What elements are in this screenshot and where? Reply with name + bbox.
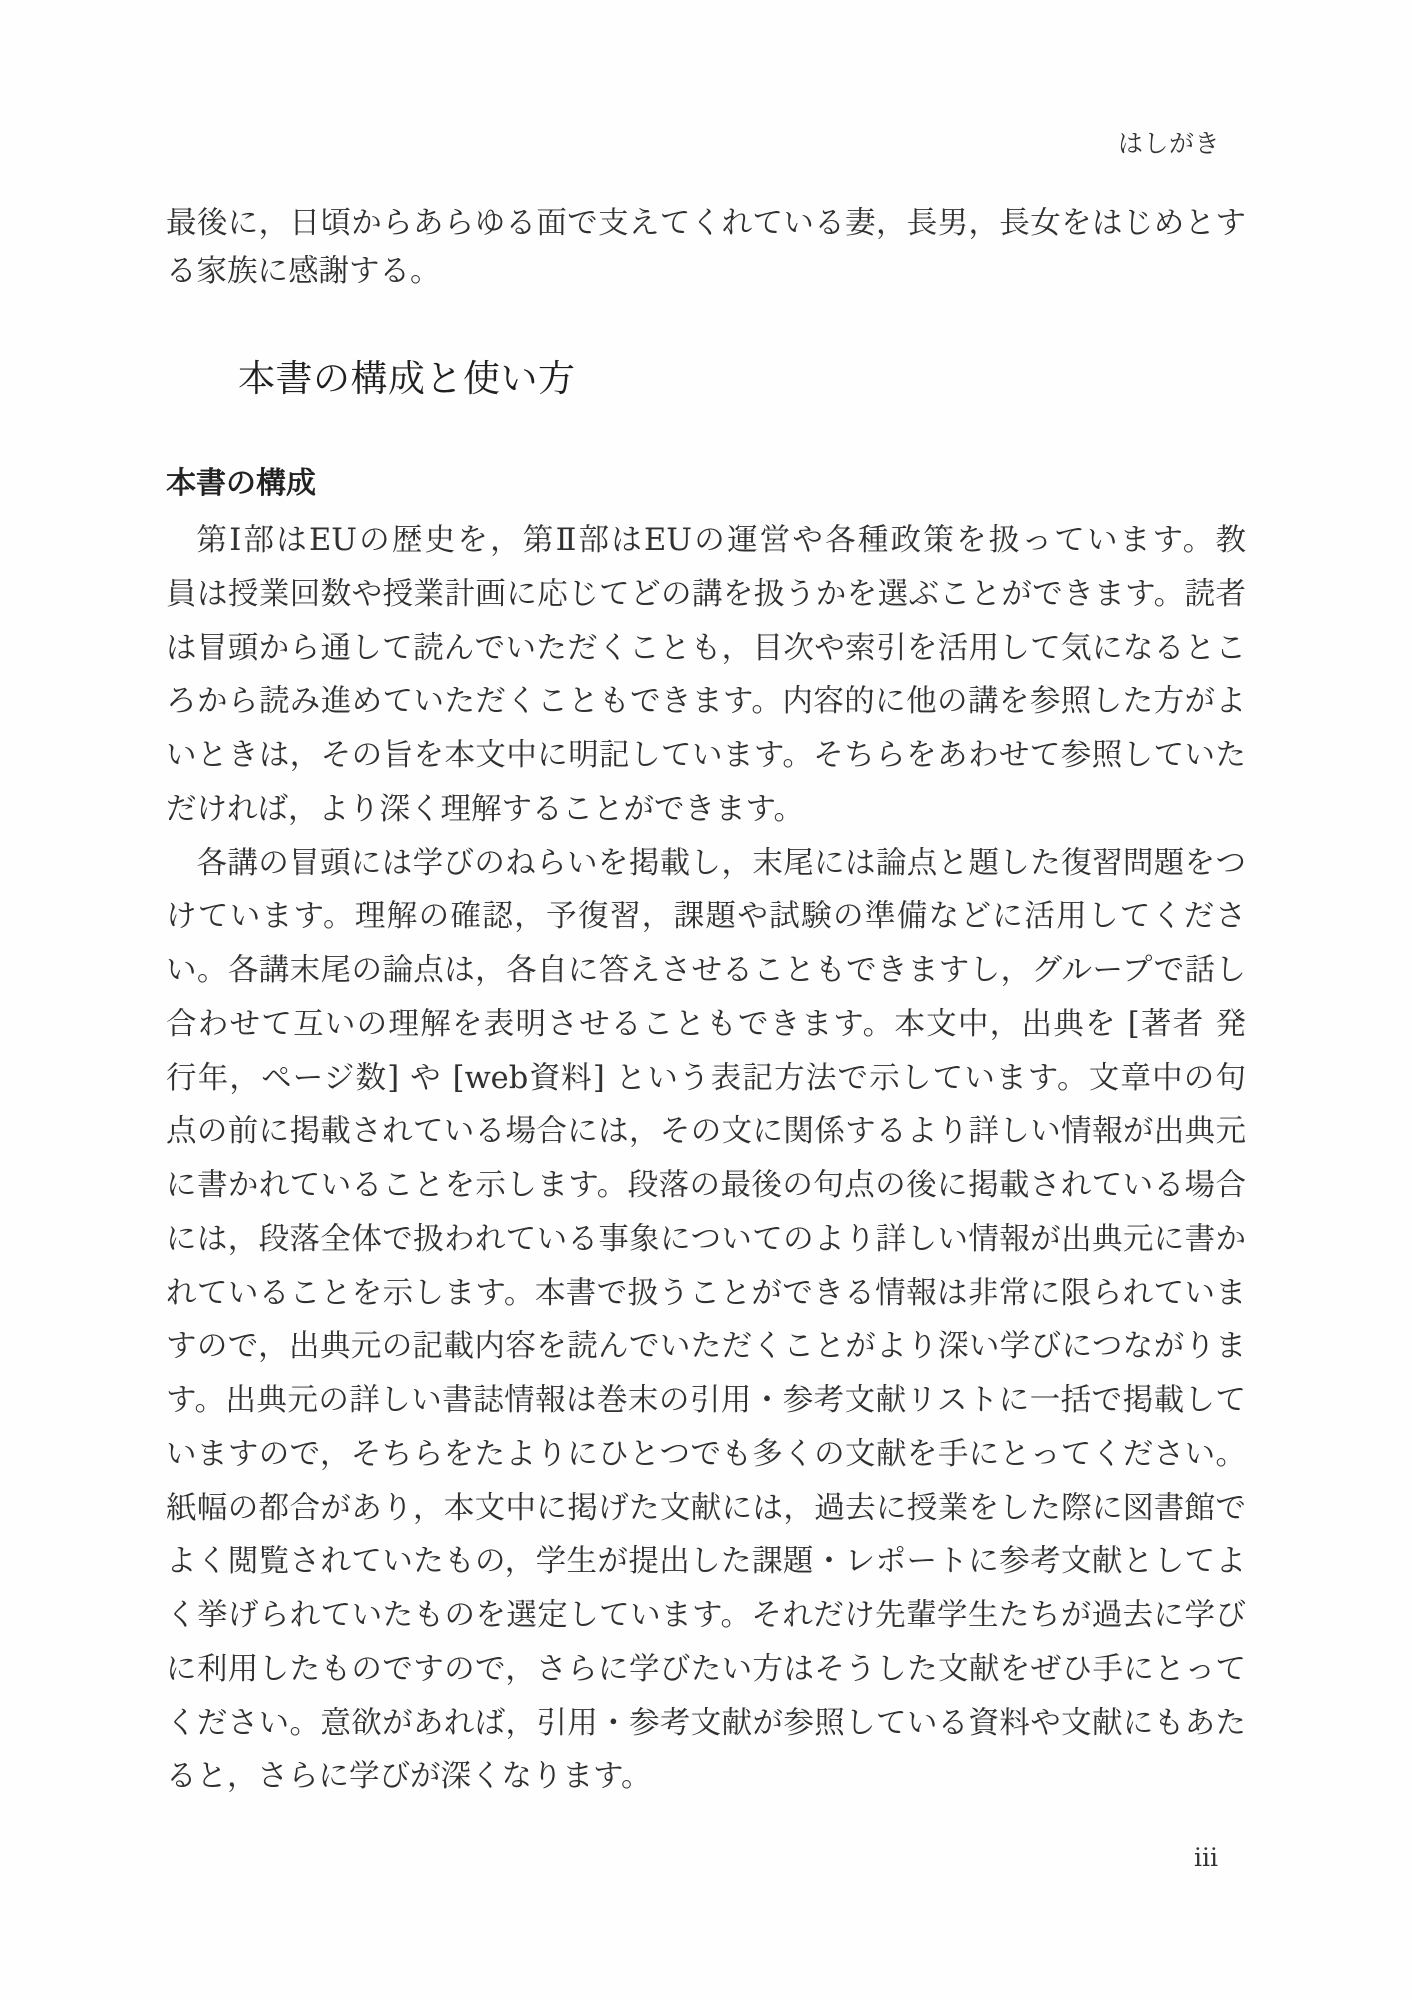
text-line: いますので，そちらをたよりにひとつでも多くの文献を手にとってください。 xyxy=(166,1436,1246,1472)
text-line: けています。理解の確認，予復習，課題や試験の準備などに活用してくださ xyxy=(166,899,1246,935)
text-line: には，段落全体で扱われている事象についてのより詳しい情報が出典元に書か xyxy=(166,1221,1246,1257)
text-line: れていることを示します。本書で扱うことができる情報は非常に限られていま xyxy=(166,1275,1246,1311)
text-line: く挙げられていたものを選定しています。それだけ先輩学生たちが過去に学び xyxy=(166,1598,1246,1633)
text-line: 最後に，日頃からあらゆる面で支えてくれている妻，長男，長女をはじめとす xyxy=(166,206,1246,241)
running-head: はしがき xyxy=(1117,129,1220,158)
text-line: 行年，ページ数] や [web資料] という表記方法で示しています。文章中の句 xyxy=(166,1060,1246,1096)
text-line: す。出典元の詳しい書誌情報は巻末の引用・参考文献リストに一括で掲載して xyxy=(166,1383,1246,1418)
text-line: に利用したものですので，さらに学びたい方はそうした文献をぜひ手にとって xyxy=(166,1651,1246,1687)
text-line: ると，さらに学びが深くなります。 xyxy=(166,1759,652,1795)
text-line: ろから読み進めていただくこともできます。内容的に他の講を参照した方がよ xyxy=(166,684,1246,720)
text-line: に書かれていることを示します。段落の最後の句点の後に掲載されている場合 xyxy=(166,1168,1246,1203)
text-line: る家族に感謝する。 xyxy=(166,254,441,289)
subsection-heading: 本書の構成 xyxy=(166,466,316,501)
page-number: iii xyxy=(1194,1843,1218,1872)
section-heading: 本書の構成と使い方 xyxy=(238,357,576,400)
text-line: 第Ⅰ部はEUの歴史を，第Ⅱ部はEUの運営や各種政策を扱っています。教 xyxy=(196,523,1246,558)
text-line: 点の前に掲載されている場合には，その文に関係するより詳しい情報が出典元 xyxy=(166,1114,1246,1150)
text-line: だければ，より深く理解することができます。 xyxy=(166,791,805,827)
closing-paragraph xyxy=(166,200,1246,296)
text-line: ください。意欲があれば，引用・参考文献が参照している資料や文献にもあた xyxy=(166,1705,1246,1741)
text-line: い。各講末尾の論点は，各自に答えさせることもできますし，グループで話し xyxy=(166,953,1246,988)
text-line: は冒頭から通して読んでいただくことも，目次や索引を活用して気になるとこ xyxy=(166,630,1246,666)
body-text xyxy=(166,514,1246,1804)
text-line: 員は授業回数や授業計画に応じてどの講を扱うかを選ぶことができます。読者 xyxy=(166,576,1246,612)
text-line: すので，出典元の記載内容を読んでいただくことがより深い学びにつながりま xyxy=(166,1329,1246,1365)
text-line: よく閲覧されていたもの，学生が提出した課題・レポートに参考文献としてよ xyxy=(166,1544,1246,1580)
text-line: 紙幅の都合があり，本文中に掲げた文献には，過去に授業をした際に図書館で xyxy=(166,1490,1246,1526)
text-line: いときは，その旨を本文中に明記しています。そちらをあわせて参照していた xyxy=(166,738,1246,773)
text-line: 合わせて互いの理解を表明させることもできます。本文中，出典を [著者 発 xyxy=(166,1006,1246,1042)
text-line: 各講の冒頭には学びのねらいを掲載し，末尾には論点と題した復習問題をつ xyxy=(196,845,1246,881)
